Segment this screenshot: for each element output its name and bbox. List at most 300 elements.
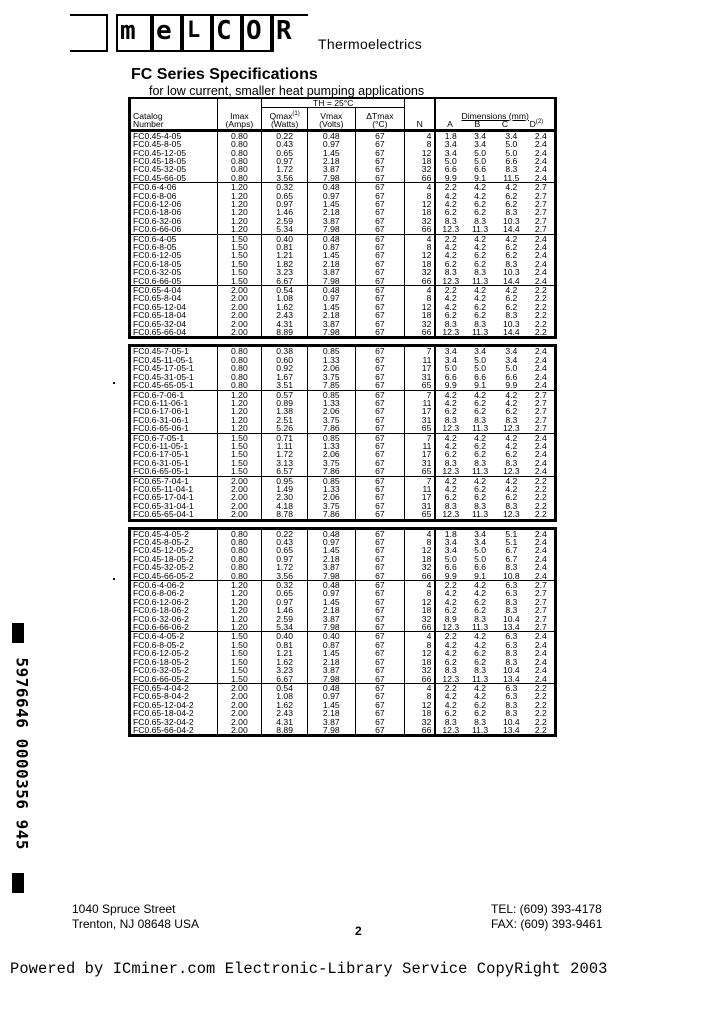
- cell-dtmax: 67: [355, 459, 405, 467]
- cell-n: 66: [405, 675, 436, 684]
- cell-dim-b: 4.2: [465, 632, 495, 641]
- cell-vmax: 2.18: [308, 208, 356, 216]
- cell-qmax: 8.78: [262, 510, 308, 520]
- cell-dtmax: 67: [355, 200, 405, 208]
- cell-dim-d: 2.4: [528, 268, 556, 276]
- table-row: [130, 174, 556, 183]
- logo-letter: m: [120, 16, 136, 46]
- table-row: [130, 726, 556, 736]
- cell-n: 32: [405, 320, 436, 328]
- cell-n: 18: [405, 311, 436, 319]
- cell-catalog: FC0.6-11-05-1: [130, 442, 218, 450]
- cell-dim-a: 9.9: [435, 572, 465, 581]
- cell-dim-d: 2.7: [528, 623, 556, 632]
- cell-catalog: FC0.45-65-05-1: [130, 381, 218, 390]
- cell-dim-b: 8.3: [474, 215, 487, 226]
- table-row: [130, 390, 556, 399]
- cell-n: 65: [405, 381, 436, 390]
- cell-qmax: 4.18: [262, 502, 308, 510]
- cell-catalog: FC0.6-66-05-2: [130, 675, 218, 684]
- cell-qmax: 1.72: [262, 165, 308, 173]
- cell-dim-b: 11.3: [472, 622, 489, 633]
- cell-dim-d: 2.2: [528, 502, 556, 510]
- cell-dim-a: 4.2: [435, 649, 465, 657]
- cell-imax: 1.20: [217, 416, 262, 424]
- cell-imax: 1.20: [217, 399, 262, 407]
- cell-dtmax: 67: [355, 658, 405, 666]
- cell-catalog: FC0.45-11-05-1: [130, 356, 218, 364]
- cell-dtmax: 67: [355, 692, 405, 700]
- cell-dtmax: 67: [355, 641, 405, 649]
- th-dim-d: [530, 120, 544, 128]
- cell-dim-a: 3.4: [435, 356, 465, 364]
- cell-dtmax: 67: [355, 433, 405, 442]
- cell-dim-a: 6.2: [435, 407, 465, 415]
- cell-dim-b: 8.3: [474, 613, 487, 624]
- cell-dim-a: 4.2: [435, 399, 465, 407]
- cell-dim-c: 4.2: [495, 390, 528, 399]
- table-row: [130, 476, 556, 485]
- cell-dtmax: 67: [355, 416, 405, 424]
- table-row: [130, 149, 556, 157]
- cell-dim-c: 5.0: [505, 139, 518, 150]
- cell-dtmax: 67: [355, 286, 405, 295]
- cell-dim-b: 4.2: [465, 683, 495, 692]
- cell-dim-c: 8.3: [505, 656, 518, 667]
- cell-dim-d: 2.4: [528, 632, 556, 641]
- cell-n: 17: [405, 407, 436, 415]
- cell-vmax: 1.33: [308, 399, 356, 407]
- cell-n: 66: [405, 572, 436, 581]
- cell-dim-c: 8.3: [505, 414, 518, 425]
- cell-catalog: FC0.6-66-05: [130, 277, 218, 286]
- cell-imax: 2.00: [217, 692, 262, 700]
- cell-dim-b: 8.3: [474, 457, 487, 468]
- cell-dim-d: 2.4: [528, 459, 556, 467]
- cell-dim-d: 2.2: [528, 726, 556, 736]
- cell-dim-c: 12.3: [495, 510, 528, 520]
- cell-vmax: 0.97: [308, 538, 356, 546]
- cell-dim-b: 4.2: [474, 242, 487, 252]
- cell-dim-d: 2.4: [528, 243, 556, 251]
- cell-dtmax: 67: [355, 268, 405, 276]
- cell-dim-c: 12.3: [502, 466, 520, 477]
- cell-catalog: FC0.6-7-05-1: [130, 433, 218, 442]
- cell-dim-a: 8.3: [435, 268, 465, 276]
- cell-qmax: 3.51: [262, 381, 308, 390]
- cell-dim-b: 6.2: [474, 198, 487, 209]
- cell-n: 4: [405, 528, 436, 538]
- cell-dtmax: 67: [355, 563, 405, 571]
- cell-vmax: 7.86: [308, 510, 356, 520]
- th-imax-line2: (Amps): [225, 119, 254, 130]
- cell-dim-b: 8.3: [474, 414, 487, 425]
- cell-catalog: FC0.6-8-05-2: [130, 641, 218, 649]
- cell-dim-c: 13.4: [502, 673, 520, 684]
- cell-dim-d: 2.4: [528, 140, 556, 148]
- cell-vmax: 7.98: [308, 225, 356, 234]
- cell-dim-c: 8.3: [505, 562, 518, 573]
- cell-dim-c: 5.0: [505, 147, 518, 158]
- cell-dtmax: 67: [355, 165, 405, 173]
- cell-dim-c: 10.4: [502, 716, 520, 727]
- cell-qmax: 0.71: [262, 433, 308, 442]
- cell-imax: 1.20: [217, 225, 262, 234]
- cell-dim-b: 5.0: [474, 363, 487, 374]
- cell-imax: 0.80: [217, 346, 262, 356]
- cell-dim-d: 2.2: [528, 709, 556, 717]
- cell-imax: 0.80: [217, 149, 262, 157]
- cell-catalog: FC0.45-8-05: [130, 140, 218, 148]
- cell-dtmax: 67: [355, 277, 405, 286]
- cell-dim-b: 6.2: [474, 310, 487, 321]
- cell-vmax: 0.48: [308, 130, 356, 140]
- cell-imax: 2.00: [217, 476, 262, 485]
- cell-imax: 1.50: [217, 649, 262, 657]
- cell-dim-b: 6.2: [474, 250, 487, 261]
- cell-dim-c: 4.2: [495, 183, 528, 192]
- cell-dtmax: 67: [355, 493, 405, 501]
- cell-n: 8: [405, 641, 436, 649]
- cell-n: 31: [405, 416, 436, 424]
- cell-dim-a: 8.3: [435, 416, 465, 424]
- cell-dtmax: 67: [355, 649, 405, 657]
- cell-imax: 2.00: [217, 683, 262, 692]
- cell-dim-d: 2.4: [528, 675, 556, 684]
- cell-dtmax: 67: [355, 467, 405, 476]
- cell-imax: 1.50: [217, 658, 262, 666]
- cell-dim-a: 9.9: [435, 174, 465, 183]
- cell-vmax: 2.18: [308, 709, 356, 717]
- cell-catalog: FC0.45-66-05: [130, 174, 218, 183]
- page-subtitle: for low current, smaller heat pumping applications: [149, 84, 425, 98]
- cell-dim-a: 8.3: [435, 459, 465, 467]
- cell-catalog: FC0.6-65-05-1: [130, 467, 218, 476]
- cell-dim-b: 6.6: [474, 164, 487, 175]
- cell-dim-d: 2.4: [528, 346, 556, 356]
- cell-dim-b: 11.3: [472, 466, 489, 477]
- cell-n: 18: [405, 208, 436, 216]
- cell-n: 31: [405, 459, 436, 467]
- cell-qmax: 3.56: [262, 572, 308, 581]
- cell-catalog: FC0.65-4-04-2: [130, 683, 218, 692]
- cell-qmax: 1.82: [262, 260, 308, 268]
- cell-dim-d: 2.4: [528, 364, 556, 372]
- cell-qmax: 0.95: [262, 476, 308, 485]
- cell-dim-a: 8.9: [435, 615, 465, 623]
- table-row: [130, 277, 556, 286]
- cell-dim-c: 9.9: [505, 380, 518, 391]
- cell-n: 18: [405, 658, 436, 666]
- cell-qmax: 6.57: [262, 467, 308, 476]
- cell-dim-b: 3.4: [474, 139, 487, 150]
- cell-imax: 2.00: [217, 303, 262, 311]
- cell-imax: 0.80: [217, 555, 262, 563]
- cell-n: 8: [405, 692, 436, 700]
- table-row: [130, 615, 556, 623]
- cell-dim-b: 6.2: [474, 596, 487, 607]
- cell-catalog: FC0.45-18-05-2: [130, 555, 218, 563]
- cell-qmax: 0.32: [262, 581, 308, 590]
- table-row: [130, 225, 556, 234]
- cell-qmax: 8.89: [262, 726, 308, 736]
- cell-qmax: 1.46: [262, 208, 308, 216]
- cell-imax: 0.80: [217, 572, 262, 581]
- cell-dim-a: 4.2: [435, 598, 465, 606]
- cell-n: 66: [405, 623, 436, 632]
- address-block: [72, 902, 199, 932]
- cell-vmax: 1.45: [308, 598, 356, 606]
- cell-dim-a: 4.2: [435, 476, 465, 485]
- cell-dim-a: 8.3: [435, 217, 465, 225]
- cell-n: 4: [405, 632, 436, 641]
- cell-vmax: 0.85: [308, 476, 356, 485]
- cell-dim-d: 2.4: [528, 381, 556, 390]
- cell-n: 12: [405, 251, 436, 259]
- cell-catalog: FC0.6-4-06: [130, 183, 218, 192]
- cell-qmax: 0.97: [262, 555, 308, 563]
- cell-dim-d: 2.7: [528, 589, 556, 597]
- cell-dim-d: 2.7: [528, 615, 556, 623]
- cell-vmax: 3.75: [308, 416, 356, 424]
- cell-dim-d: 2.2: [528, 701, 556, 709]
- cell-imax: 2.00: [217, 510, 262, 520]
- cell-dim-c: 8.3: [505, 164, 518, 175]
- cell-imax: 2.00: [217, 701, 262, 709]
- cell-imax: 2.00: [217, 311, 262, 319]
- cell-dim-a: 12.3: [435, 623, 465, 632]
- cell-dim-c: 6.2: [505, 301, 518, 312]
- cell-dim-a: 4.2: [435, 390, 465, 399]
- cell-dim-a: 6.2: [435, 260, 465, 268]
- cell-dim-a: 12.3: [435, 510, 465, 520]
- cell-dim-a: 4.2: [435, 303, 465, 311]
- cell-qmax: 0.32: [262, 183, 308, 192]
- cell-dtmax: 67: [355, 157, 405, 165]
- table-row: [130, 416, 556, 424]
- cell-catalog: FC0.6-32-05-2: [130, 666, 218, 674]
- cell-n: 18: [405, 555, 436, 563]
- cell-dim-d: 2.4: [528, 641, 556, 649]
- cell-dim-a: 2.2: [435, 683, 465, 692]
- cell-n: 11: [405, 399, 436, 407]
- cell-dim-d: 2.4: [528, 555, 556, 563]
- footnote-marker: (2): [535, 119, 544, 126]
- cell-dim-a: 12.3: [435, 726, 465, 736]
- cell-catalog: FC0.6-31-06-1: [130, 416, 218, 424]
- table-row: [130, 589, 556, 597]
- cell-qmax: 2.51: [262, 416, 308, 424]
- cell-imax: 1.50: [217, 234, 262, 243]
- table-row: [130, 683, 556, 692]
- cell-qmax: 1.72: [262, 450, 308, 458]
- cell-vmax: 0.48: [308, 286, 356, 295]
- cell-dtmax: 67: [355, 476, 405, 485]
- cell-imax: 1.20: [217, 217, 262, 225]
- cell-dim-a: 6.6: [435, 563, 465, 571]
- cell-n: 7: [405, 390, 436, 399]
- cell-vmax: 1.33: [308, 485, 356, 493]
- cell-catalog: FC0.6-18-06: [130, 208, 218, 216]
- cell-vmax: 0.97: [308, 589, 356, 597]
- cell-dim-b: 4.2: [474, 588, 487, 599]
- cell-imax: 1.20: [217, 581, 262, 590]
- section-gap-cell: [130, 520, 556, 528]
- cell-qmax: 2.43: [262, 709, 308, 717]
- cell-dim-a: 4.2: [435, 433, 465, 442]
- cell-n: 31: [405, 502, 436, 510]
- cell-dim-a: 12.3: [435, 424, 465, 433]
- scan-code: 5976646 0000356 945: [12, 657, 32, 851]
- cell-qmax: 0.40: [262, 632, 308, 641]
- cell-qmax: 0.81: [262, 641, 308, 649]
- cell-n: 7: [405, 476, 436, 485]
- cell-qmax: 3.56: [262, 174, 308, 183]
- cell-imax: 0.80: [217, 157, 262, 165]
- cell-dim-d: 2.7: [528, 217, 556, 225]
- cell-dim-b: 3.4: [474, 537, 487, 547]
- cell-dim-b: 4.2: [465, 234, 495, 243]
- cell-dim-c: 3.4: [495, 346, 528, 356]
- cell-catalog: FC0.6-65-06-1: [130, 424, 218, 433]
- cell-dtmax: 67: [355, 555, 405, 563]
- cell-n: 8: [405, 589, 436, 597]
- cell-n: 12: [405, 598, 436, 606]
- cell-vmax: 3.87: [308, 165, 356, 173]
- cell-n: 11: [405, 356, 436, 364]
- cell-dim-b: 3.4: [465, 528, 495, 538]
- cell-dim-a: 6.2: [435, 311, 465, 319]
- cell-dim-a: 4.2: [435, 192, 465, 200]
- cell-catalog: FC0.6-12-06-2: [130, 598, 218, 606]
- cell-qmax: 0.40: [262, 234, 308, 243]
- cell-dim-b: 6.2: [474, 440, 487, 451]
- cell-catalog: FC0.6-11-06-1: [130, 399, 218, 407]
- cell-imax: 1.50: [217, 243, 262, 251]
- cell-dtmax: 67: [355, 373, 405, 381]
- cell-dim-a: 4.2: [435, 200, 465, 208]
- cell-dim-d: 2.2: [528, 286, 556, 295]
- cell-dim-b: 11.3: [472, 224, 489, 235]
- table-row: [130, 459, 556, 467]
- cell-qmax: 0.97: [262, 200, 308, 208]
- cell-vmax: 2.18: [308, 311, 356, 319]
- cell-dim-b: 11.3: [465, 510, 495, 520]
- table-row: [130, 294, 556, 302]
- cell-dim-c: 10.3: [502, 215, 520, 226]
- cell-qmax: 5.26: [262, 424, 308, 433]
- cell-imax: 1.20: [217, 390, 262, 399]
- table-row: [130, 606, 556, 614]
- cell-qmax: 1.72: [262, 563, 308, 571]
- cell-dim-c: 8.3: [505, 258, 518, 269]
- cell-dim-b: 4.2: [474, 691, 487, 702]
- table-row: [130, 303, 556, 311]
- cell-n: 8: [405, 538, 436, 546]
- cell-imax: 0.80: [217, 538, 262, 546]
- cell-imax: 1.50: [217, 675, 262, 684]
- table-row: [130, 467, 556, 476]
- table-row: [130, 157, 556, 165]
- scan-dot: [113, 382, 115, 384]
- cell-vmax: 7.98: [308, 623, 356, 632]
- cell-dtmax: 67: [355, 701, 405, 709]
- cell-dim-d: 2.7: [528, 183, 556, 192]
- cell-dim-a: 4.2: [435, 692, 465, 700]
- cell-catalog: FC0.65-12-04: [130, 303, 218, 311]
- cell-vmax: 3.87: [308, 268, 356, 276]
- address-street: 1040 Spruce Street: [72, 902, 176, 916]
- cell-dim-c: 6.3: [505, 588, 518, 599]
- table-row: [130, 572, 556, 581]
- cell-dim-d: 2.4: [528, 666, 556, 674]
- logo-letter: O: [246, 16, 262, 46]
- table-row: [130, 251, 556, 259]
- cell-n: 4: [405, 183, 436, 192]
- cell-dim-d: 2.4: [528, 130, 556, 140]
- cell-catalog: FC0.6-66-06: [130, 225, 218, 234]
- cell-catalog: FC0.65-11-04-1: [130, 485, 218, 493]
- cell-dim-b: 4.2: [465, 286, 495, 295]
- cell-dim-d: 2.7: [528, 208, 556, 216]
- cell-vmax: 3.87: [308, 563, 356, 571]
- cell-dim-b: 5.0: [474, 354, 487, 365]
- cell-catalog: FC0.45-66-05-2: [130, 572, 218, 581]
- cell-dim-a: 3.4: [435, 538, 465, 546]
- cell-qmax: 1.21: [262, 251, 308, 259]
- th-vmax-line2: (Volts): [319, 119, 344, 130]
- cell-dim-a: 2.2: [435, 286, 465, 295]
- cell-qmax: 0.65: [262, 546, 308, 554]
- cell-dim-b: 9.1: [474, 172, 487, 183]
- cell-n: 17: [405, 493, 436, 501]
- cell-vmax: 2.06: [308, 450, 356, 458]
- cell-catalog: FC0.45-12-05: [130, 149, 218, 157]
- cell-catalog: FC0.65-17-04-1: [130, 493, 218, 501]
- cell-dim-b: 4.2: [465, 390, 495, 399]
- cell-dim-c: 14.4: [495, 328, 528, 338]
- cell-dtmax: 67: [355, 364, 405, 372]
- cell-dtmax: 67: [355, 538, 405, 546]
- cell-dim-b: 9.1: [474, 570, 487, 581]
- cell-qmax: 5.34: [262, 623, 308, 632]
- cell-n: 66: [405, 225, 436, 234]
- cell-dim-d: 2.4: [528, 251, 556, 259]
- cell-n: 4: [405, 130, 436, 140]
- cell-qmax: 0.38: [262, 346, 308, 356]
- page-title: FC Series Specifications: [131, 66, 318, 83]
- cell-dim-d: 2.7: [528, 192, 556, 200]
- cell-dim-d: 2.4: [528, 442, 556, 450]
- table-row: [130, 346, 556, 356]
- cell-n: 65: [405, 424, 436, 433]
- cell-catalog: FC0.45-32-05: [130, 165, 218, 173]
- cell-dim-b: 3.4: [465, 346, 495, 356]
- cell-vmax: 0.48: [308, 528, 356, 538]
- cell-vmax: 1.45: [308, 649, 356, 657]
- cell-dim-a: 9.9: [435, 381, 465, 390]
- cell-catalog: FC0.6-8-06: [130, 192, 218, 200]
- cell-dtmax: 67: [355, 502, 405, 510]
- cell-qmax: 1.08: [262, 294, 308, 302]
- cell-vmax: 7.98: [308, 174, 356, 183]
- cell-dim-c: 6.2: [505, 198, 518, 209]
- cell-dim-b: 11.3: [465, 328, 495, 338]
- cell-catalog: FC0.65-18-04-2: [130, 709, 218, 717]
- cell-dim-d: 2.2: [528, 510, 556, 520]
- cell-qmax: 1.67: [262, 373, 308, 381]
- cell-imax: 1.20: [217, 208, 262, 216]
